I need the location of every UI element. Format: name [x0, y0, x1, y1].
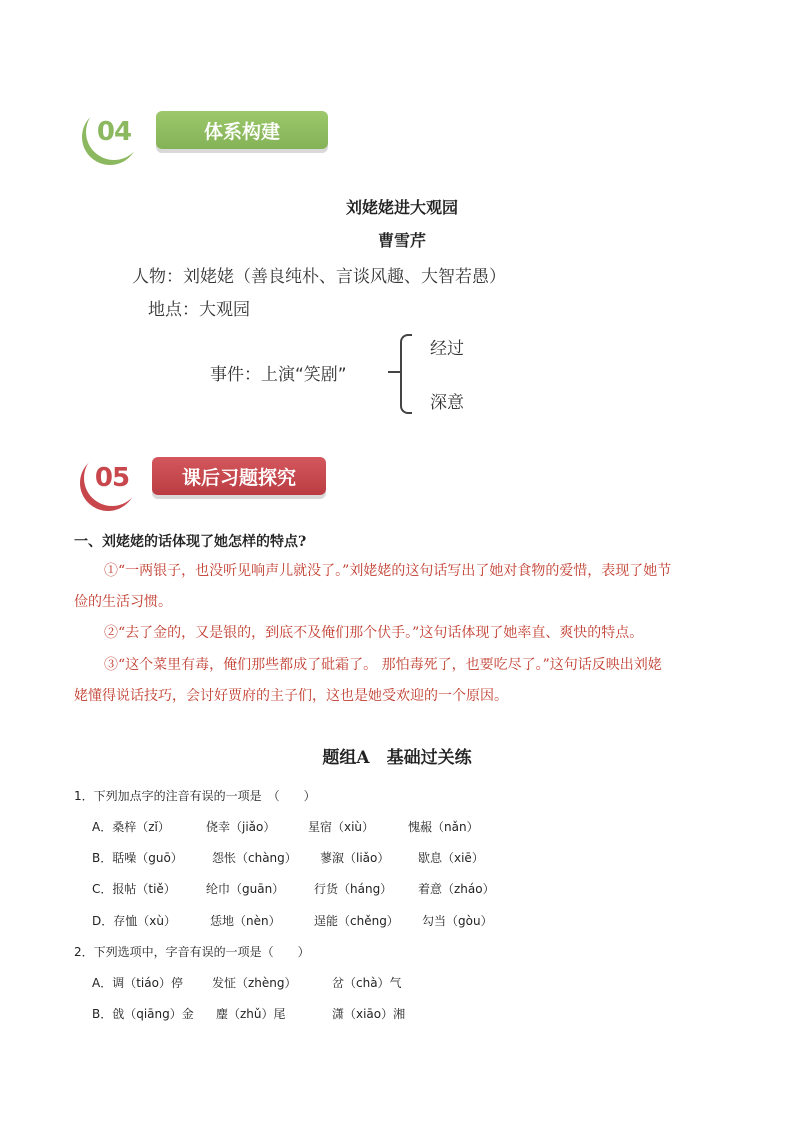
option-item: 行货（háng）: [314, 882, 393, 896]
section-number: 04: [96, 117, 132, 147]
section-number-badge: [86, 104, 142, 160]
option-item: D．存恤（xù）: [92, 914, 176, 928]
question-stem: 2．下列选项中，字音有误的一项是（ ）: [74, 945, 310, 959]
option-item: 潇（xiāo）湘: [332, 1007, 406, 1021]
option-item: A．桑梓（zǐ）: [92, 820, 170, 834]
option-item: 逞能（chěng）: [314, 914, 399, 928]
option-item: 愧赧（nǎn）: [408, 820, 479, 834]
section-number-badge: [84, 450, 140, 506]
section-number: 05: [94, 463, 130, 493]
question-title: 一、刘姥姥的话体现了她怎样的特点?: [74, 534, 307, 550]
section-title: 课后习题探究: [181, 466, 296, 489]
section-title-banner: [156, 111, 328, 149]
option-item: C．报帖（tiě）: [92, 882, 176, 896]
diagram-title: 刘姥姥进大观园: [345, 198, 458, 217]
option-item: 恁地（nèn）: [210, 914, 281, 928]
brace-tick: [388, 371, 401, 373]
option-item: A．调（tiáo）停: [92, 976, 183, 990]
option-item: 纶巾（guān）: [206, 882, 285, 896]
answer-line: ①“一两银子，也没听见响声儿就没了。”刘姥姥的这句话写出了她对食物的爱惜，表现了她节: [104, 563, 672, 579]
option-item: 歇息（xiē）: [418, 851, 484, 865]
option-item: 怨怅（chàng）: [212, 851, 297, 865]
option-item: 发怔（zhèng）: [212, 976, 297, 990]
diagram-branch-2: 深意: [430, 393, 464, 413]
option-item: 岔（chà）气: [332, 976, 402, 990]
option-item: 蓼溆（liǎo）: [320, 851, 390, 865]
question-stem: 1．下列加点字的注音有误的一项是 （ ）: [74, 789, 316, 803]
answer-line: 俭的生活习惯。: [74, 594, 172, 610]
option-item: 麈（zhǔ）尾: [216, 1007, 286, 1021]
group-title: 题组A 基础过关练: [322, 748, 472, 768]
answer-line: ③“这个菜里有毒，俺们那些都成了砒霜了。 那怕毒死了，也要吃尽了。”这句话反映出刘姥: [104, 657, 662, 673]
diagram-event: 事件：上演“笑剧”: [210, 365, 347, 385]
diagram-person: 人物：刘姥姥（善良纯朴、言谈风趣、大智若愚）: [132, 267, 506, 287]
answer-line: ②“去了金的，又是银的，到底不及俺们那个伏手。”这句话体现了她率直、爽快的特点。: [104, 625, 644, 641]
option-item: 星宿（xiù）: [308, 820, 375, 834]
diagram-branch-1: 经过: [430, 339, 464, 359]
option-item: B．聒噪（guō）: [92, 851, 183, 865]
diagram-brace: [400, 334, 412, 414]
option-item: 勾当（gòu）: [422, 914, 493, 928]
option-item: 着意（zháo）: [418, 882, 495, 896]
diagram-author: 曹雪芹: [377, 231, 426, 250]
option-item: B．戗（qiāng）金: [92, 1007, 194, 1021]
section-title-banner: [152, 457, 326, 495]
diagram-place: 地点：大观园: [148, 300, 250, 320]
section-title: 体系构建: [203, 120, 280, 143]
option-item: 侥幸（jiǎo）: [206, 820, 276, 834]
answer-line: 姥懂得说话技巧，会讨好贾府的主子们，这也是她受欢迎的一个原因。: [74, 688, 508, 704]
